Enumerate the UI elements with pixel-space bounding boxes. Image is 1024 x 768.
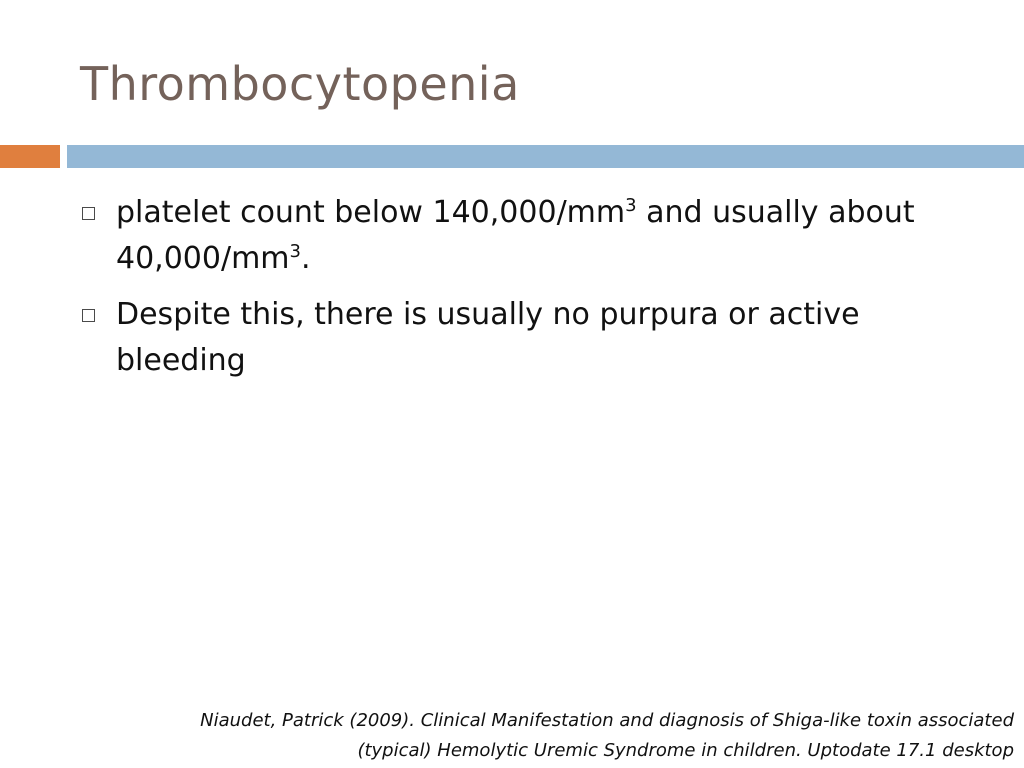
bullet-item-platelet-count xyxy=(80,190,960,282)
accent-bar-left xyxy=(0,145,60,168)
bullet-text-part2: and usually about 40,000/mm xyxy=(116,195,915,276)
citation-line-2: (typical) Hemolytic Uremic Syndrome in children. Uptodate 17.1 desktop xyxy=(357,740,1014,761)
bullet-item-no-purpura xyxy=(80,292,960,384)
citation xyxy=(74,706,1014,766)
bullet-text: Despite this, there is usually no purpura or active bleeding xyxy=(116,297,860,378)
accent-bar-right xyxy=(67,145,1024,168)
bullet-list xyxy=(80,190,960,394)
citation-line-1: Niaudet, Patrick (2009). Clinical Manifestation and diagnosis of Shiga-like toxin associated xyxy=(200,710,1014,731)
bullet-superscript-2: 3 xyxy=(289,241,301,262)
hollow-square-icon xyxy=(82,207,95,220)
hollow-square-icon xyxy=(82,309,95,322)
bullet-text-part1: platelet count below 140,000/mm xyxy=(116,195,626,230)
bullet-text-part3: . xyxy=(300,241,311,276)
bullet-superscript-1: 3 xyxy=(625,195,637,216)
slide-title: Thrombocytopenia xyxy=(80,57,520,111)
